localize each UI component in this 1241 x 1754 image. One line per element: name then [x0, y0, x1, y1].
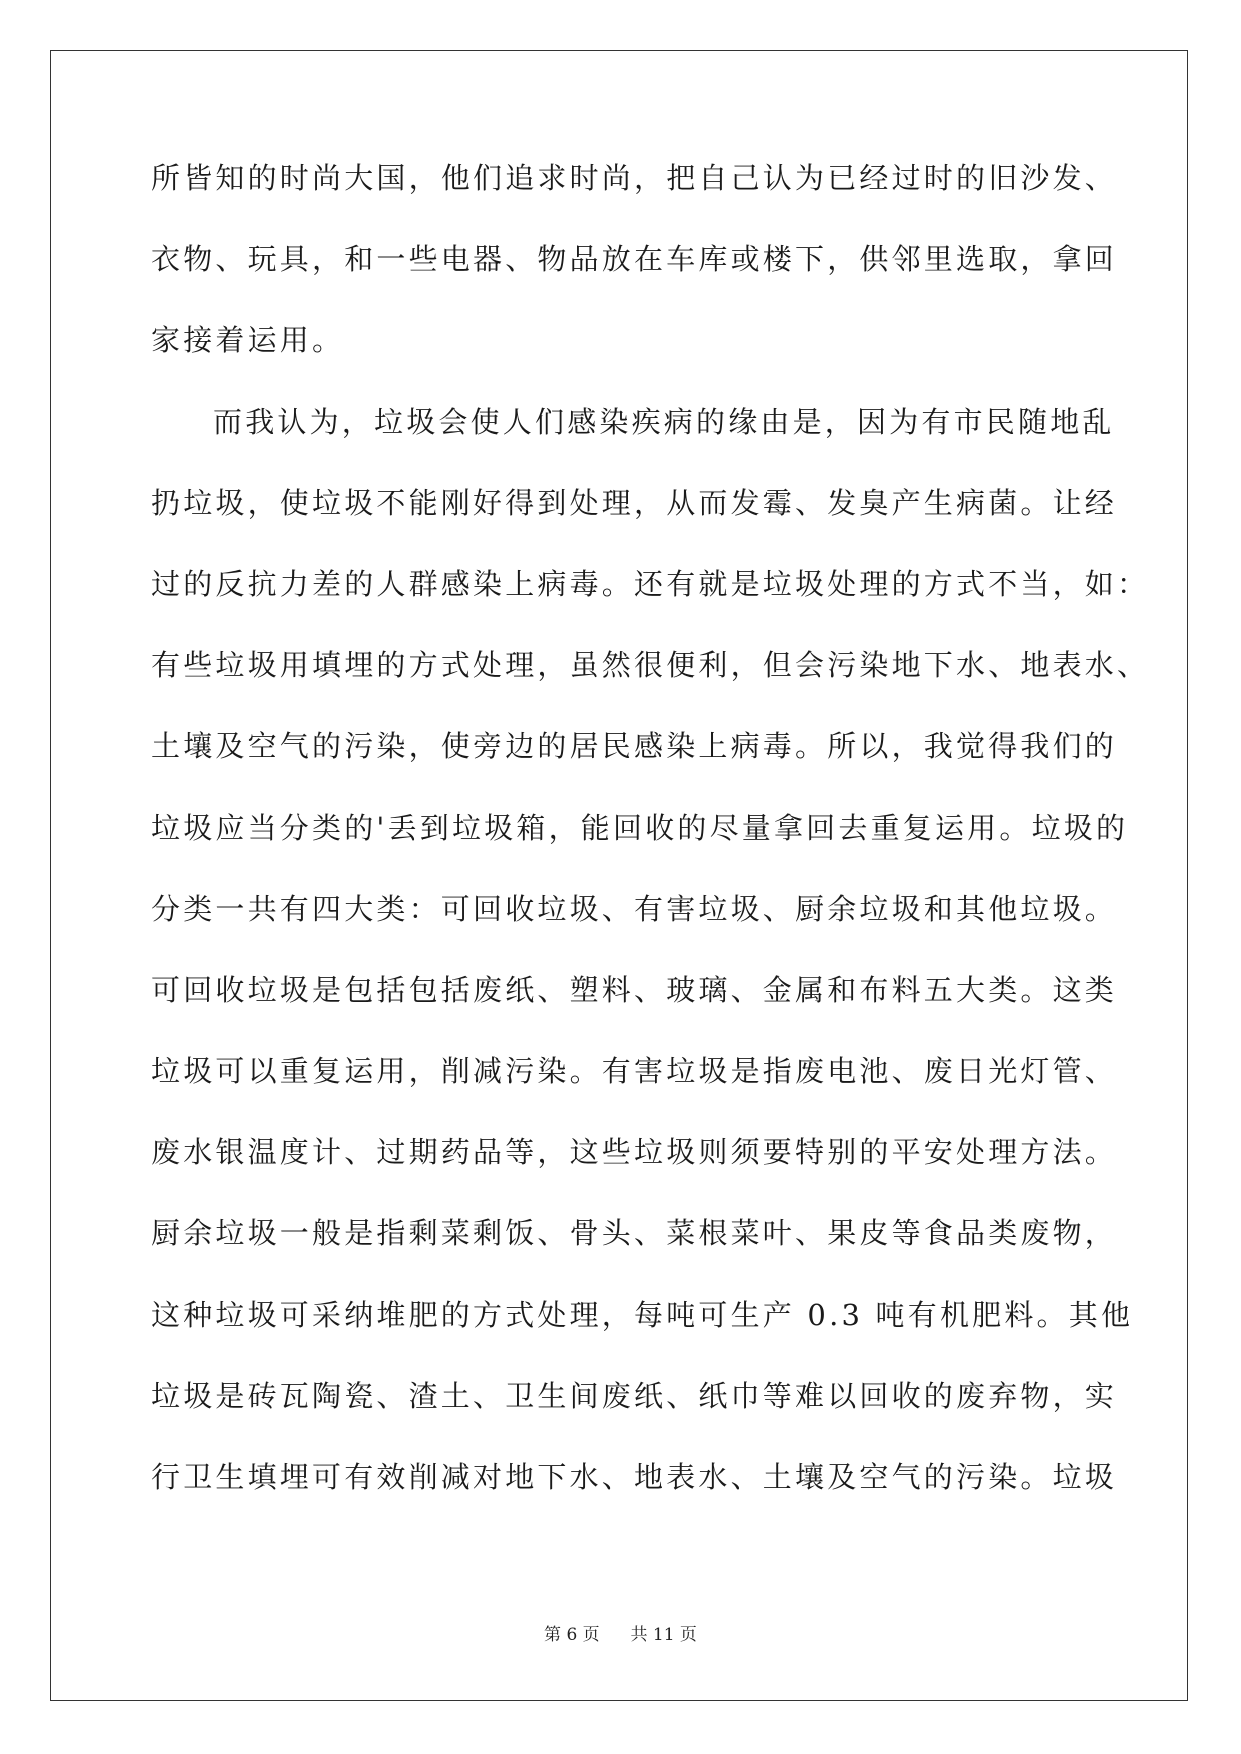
text-line: 垃圾可以重复运用，削减污染。有害垃圾是指废电池、废日光灯管、: [151, 1054, 1118, 1089]
current-page-number: 第 6 页: [544, 1625, 600, 1645]
text-line: 废水银温度计、过期药品等，这些垃圾则须要特别的平安处理方法。: [151, 1135, 1118, 1170]
text-line: 可回收垃圾是包括包括废纸、塑料、玻璃、金属和布料五大类。这类: [151, 972, 1118, 1007]
text-line: 分类一共有四大类：可回收垃圾、有害垃圾、厨余垃圾和其他垃圾。: [151, 891, 1118, 926]
text-line: 这种垃圾可采纳堆肥的方式处理，每吨可生产 0.3 吨有机肥料。其他: [151, 1297, 1134, 1332]
text-line: 土壤及空气的污染，使旁边的居民感染上病毒。所以，我觉得我们的: [151, 729, 1118, 764]
text-line: 过的反抗力差的人群感染上病毒。还有就是垃圾处理的方式不当，如：: [151, 566, 1150, 601]
text-line: 厨余垃圾一般是指剩菜剩饭、骨头、菜根菜叶、果皮等食品类废物，: [151, 1216, 1118, 1251]
text-line: 有些垃圾用填埋的方式处理，虽然很便利，但会污染地下水、地表水、: [151, 648, 1150, 683]
text-line: 家接着运用。: [151, 323, 345, 358]
text-line: 衣物、玩具，和一些电器、物品放在车库或楼下，供邻里选取，拿回: [151, 242, 1118, 277]
text-line: 扔垃圾，使垃圾不能刚好得到处理，从而发霉、发臭产生病菌。让经: [151, 485, 1118, 520]
text-line: 垃圾是砖瓦陶瓷、渣土、卫生间废纸、纸巾等难以回收的废弃物，实: [151, 1378, 1118, 1413]
text-line: 行卫生填埋可有效削减对地下水、地表水、土壤及空气的污染。垃圾: [151, 1460, 1118, 1494]
paragraph-start-line: 而我认为，垃圾会使人们感染疾病的缘由是，因为有市民随地乱: [213, 404, 1115, 439]
total-page-count: 共 11 页: [630, 1625, 697, 1645]
page-footer: [0, 1620, 1241, 1645]
text-line: 所皆知的时尚大国，他们追求时尚，把自己认为已经过时的旧沙发、: [151, 161, 1118, 195]
text-line: 垃圾应当分类的'丢到垃圾箱，能回收的尽量拿回去重复运用。垃圾的: [151, 810, 1129, 845]
document-body: [151, 158, 1150, 1538]
